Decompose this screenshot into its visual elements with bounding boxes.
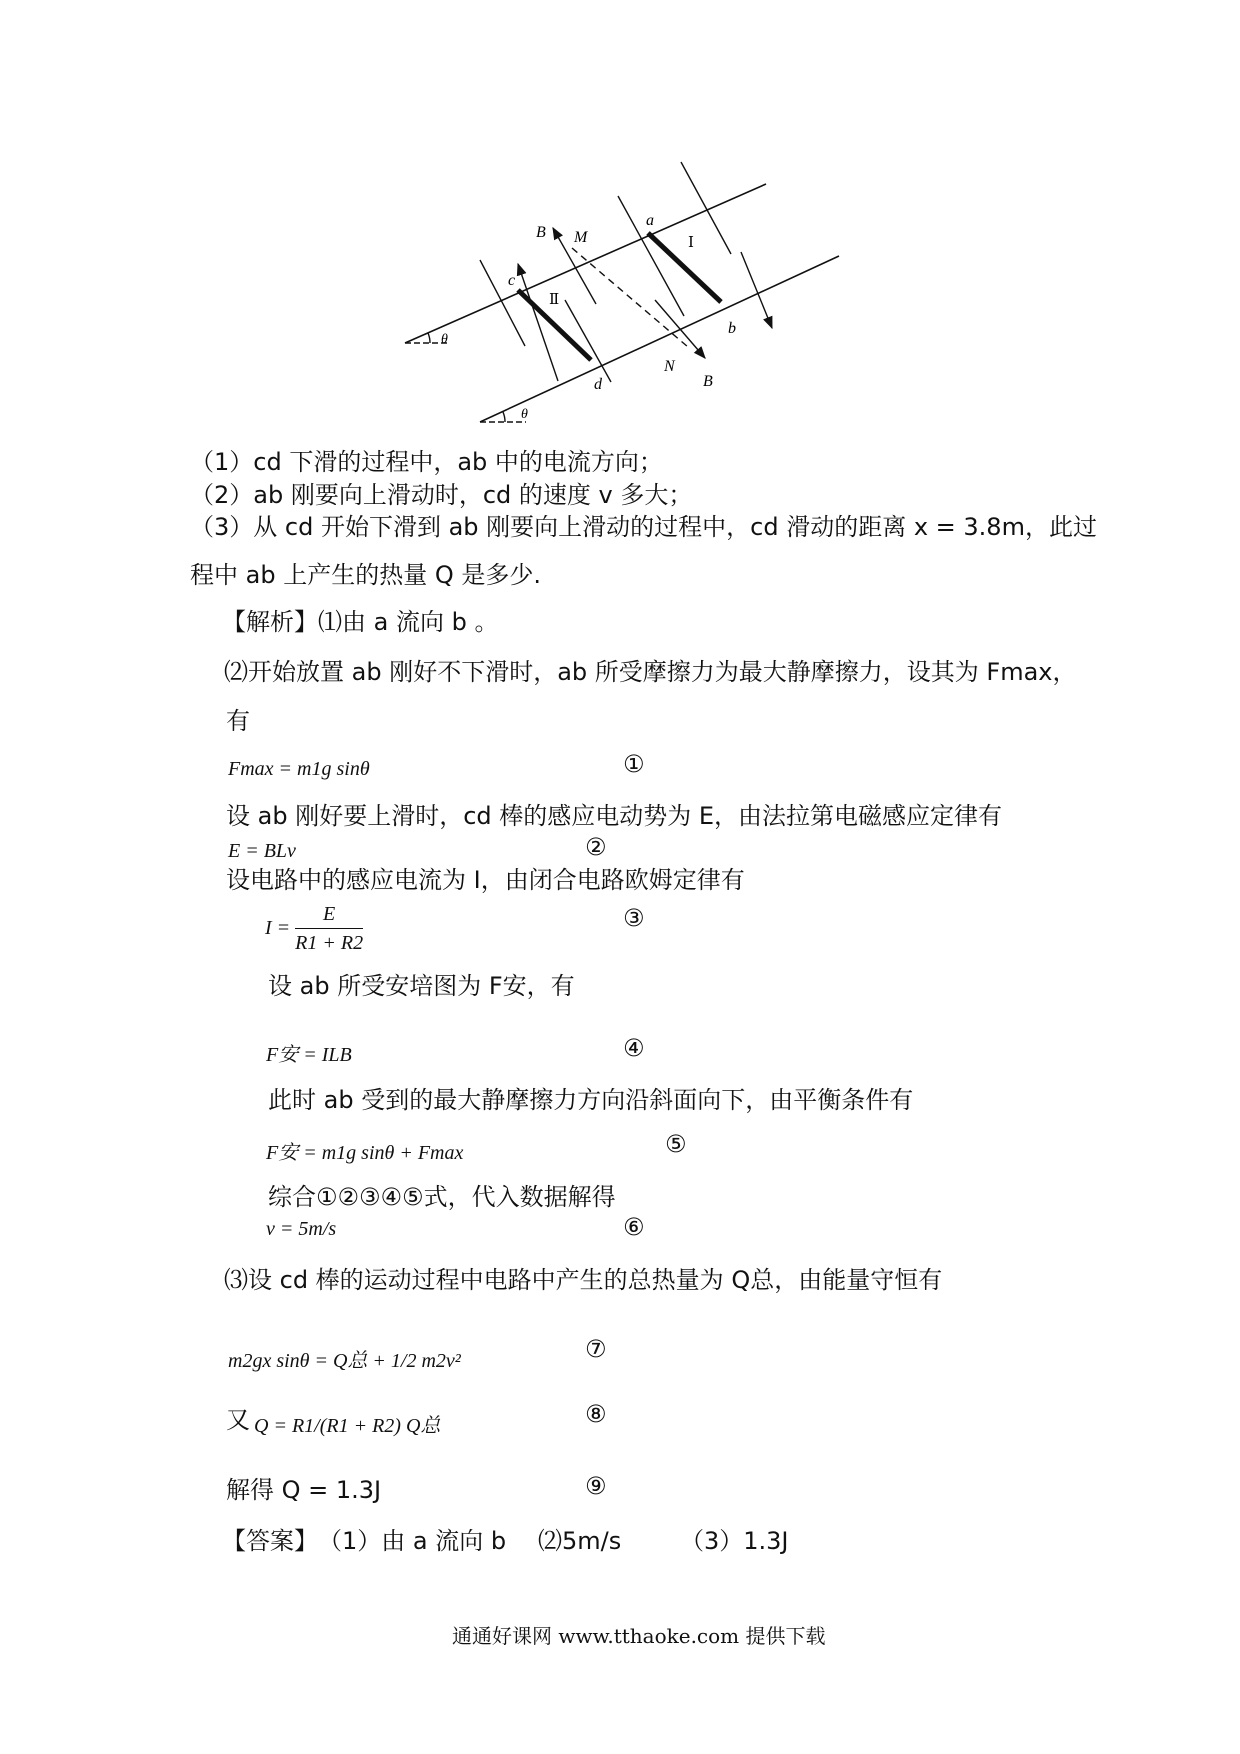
equation-3	[265, 902, 363, 955]
label-I: Ⅰ	[688, 235, 694, 251]
equation-5-number: ⑤	[665, 1130, 687, 1158]
label-theta-lower: θ	[521, 407, 528, 422]
equation-6: v = 5m/s	[266, 1218, 337, 1240]
solution-sentence-emf: 设 ab 刚好要上滑时，cd 棒的感应电动势为 E，由法拉第电磁感应定律有	[226, 802, 1003, 830]
equation-9: 解得 Q = 1.3J	[226, 1476, 382, 1504]
equation-5: F安 = m1g sinθ + Fmax	[266, 1142, 464, 1164]
answer-label: 【答案】	[222, 1527, 318, 1555]
equation-8-prefix: 又	[226, 1406, 250, 1434]
label-M: M	[574, 229, 588, 246]
equation-2: E = BLv	[228, 840, 296, 862]
upper-angle-arc	[428, 333, 430, 343]
equation-6-number: ⑥	[623, 1213, 645, 1241]
question-3-line-2: 程中 ab 上产生的热量 Q 是多少.	[190, 561, 541, 589]
equation-1: Fmax = m1g sinθ	[228, 758, 370, 780]
lower-rail	[480, 256, 839, 422]
equation-4-number: ④	[623, 1034, 645, 1062]
induction-rails-diagram	[380, 150, 880, 450]
label-theta-upper: θ	[441, 332, 448, 347]
equation-3-number: ③	[623, 904, 645, 932]
solution-sentence-current: 设电路中的感应电流为 I，由闭合电路欧姆定律有	[226, 866, 745, 894]
solution-part3-sentence: ⑶设 cd 棒的运动过程中电路中产生的总热量为 Q总，由能量守恒有	[224, 1266, 943, 1294]
equation-3-denominator: R1 + R2	[295, 932, 364, 954]
equation-1-number: ①	[623, 750, 645, 778]
equation-7-number: ⑦	[585, 1335, 607, 1363]
label-d: d	[594, 376, 602, 393]
label-B-top: B	[536, 224, 546, 241]
lower-angle-arc	[503, 412, 505, 422]
question-3-line-1: （3）从 cd 开始下滑到 ab 刚要向上滑动的过程中，cd 滑动的距离 x = 3.8m，此过	[190, 513, 1097, 541]
equation-9-number: ⑨	[585, 1472, 607, 1500]
label-c: c	[508, 272, 516, 289]
solution-sentence-ampere: 设 ab 所受安培图为 F安，有	[268, 972, 575, 1000]
answer-part-3: （3）1.3J	[680, 1527, 789, 1555]
boundary-MN	[572, 248, 688, 347]
solution-part2-line-2: 有	[226, 707, 250, 735]
rod-ab	[648, 233, 721, 302]
label-N: N	[664, 358, 675, 375]
answer-part-2: ⑵5m/s	[538, 1527, 622, 1555]
question-1: （1）cd 下滑的过程中，ab 中的电流方向；	[190, 448, 663, 476]
footer-download-note: 通通好课网 www.tthaoke.com 提供下载	[452, 1624, 826, 1648]
label-a: a	[646, 212, 654, 229]
equation-4: F安 = ILB	[266, 1044, 352, 1066]
equation-3-numerator: E	[295, 902, 363, 929]
solution-part2-line-1: ⑵开始放置 ab 刚好不下滑时，ab 所受摩擦力为最大静摩擦力，设其为 Fmax，	[224, 658, 1077, 686]
label-b: b	[728, 320, 736, 337]
solution-sentence-equilibrium: 此时 ab 受到的最大静摩擦力方向沿斜面向下，由平衡条件有	[268, 1086, 914, 1114]
solution-heading: 【解析】⑴由 a 流向 b 。	[222, 608, 499, 636]
label-B-bottom: B	[703, 373, 713, 390]
equation-3-lhs: I =	[265, 917, 291, 939]
equation-3-fraction	[295, 902, 363, 955]
solution-sentence-combine: 综合①②③④⑤式，代入数据解得	[268, 1183, 616, 1211]
upper-rail	[405, 184, 766, 343]
equation-7: m2gx sinθ = Q总 + 1/2 m2v²	[228, 1350, 461, 1372]
equation-8: Q = R1/(R1 + R2) Q总	[254, 1415, 441, 1437]
label-II: Ⅱ	[549, 292, 560, 308]
question-2: （2）ab 刚要向上滑动时，cd 的速度 v 多大；	[190, 481, 693, 509]
answer-part-1: （1）由 a 流向 b	[318, 1527, 507, 1555]
equation-2-number: ②	[585, 833, 607, 861]
region2-left-boundary	[480, 260, 525, 346]
equation-8-number: ⑧	[585, 1400, 607, 1428]
